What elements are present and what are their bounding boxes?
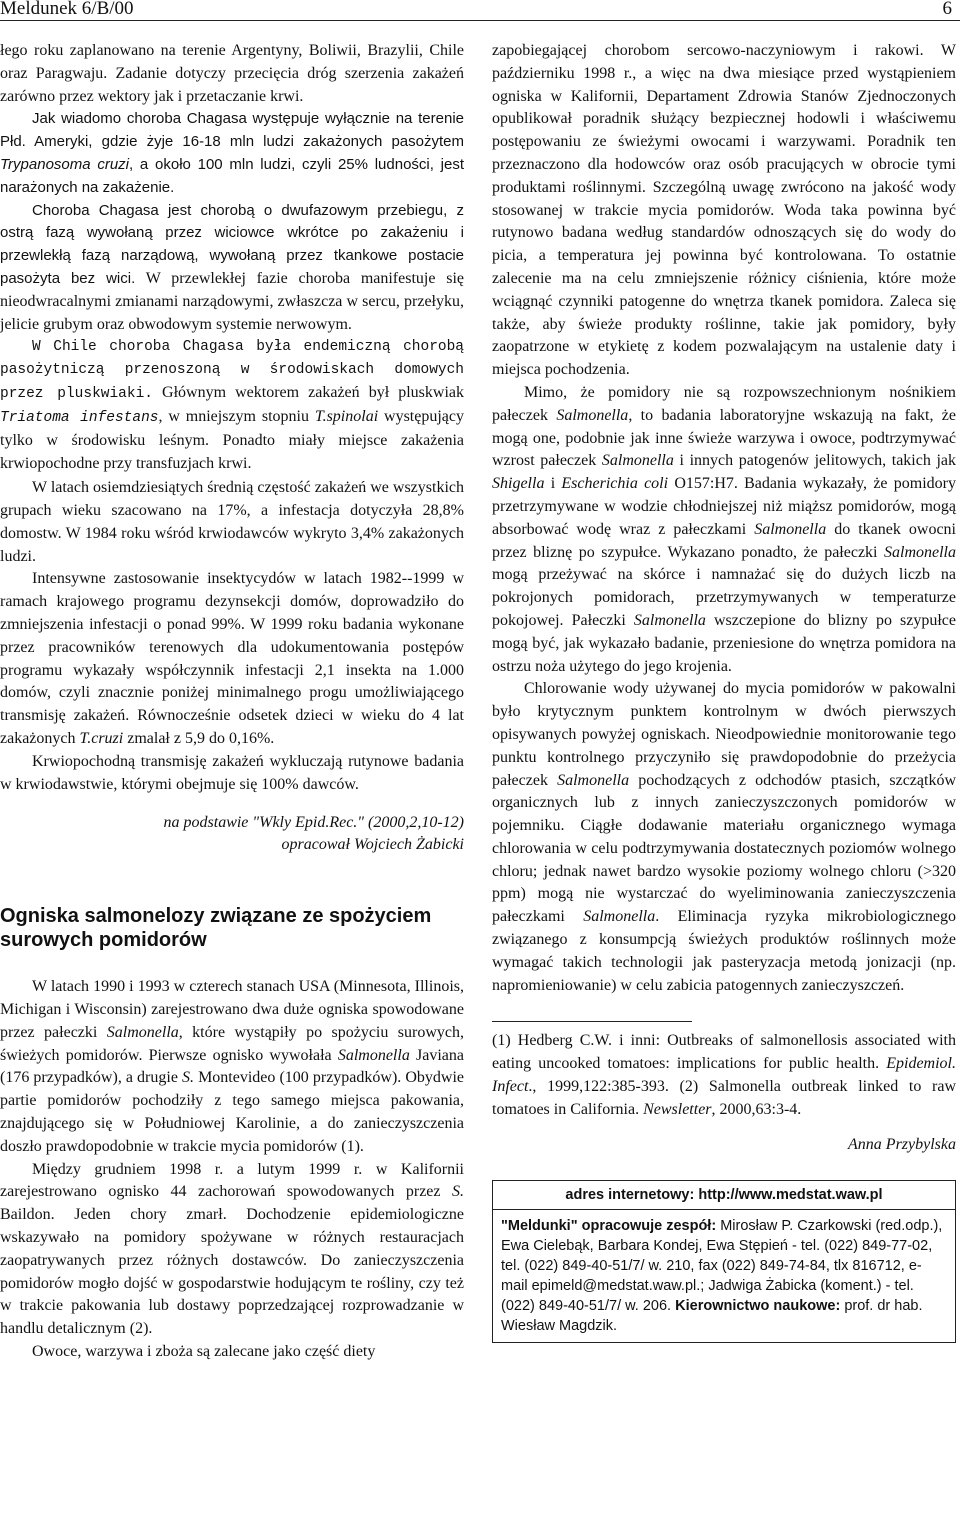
scientific-director-text: prof. dr hab. Wiesław Magdzik.	[501, 1298, 923, 1335]
page-number: 6	[942, 0, 952, 19]
footnote: (1) Hedberg C.W. i inni: Outbreaks of salmonellosis associated with eating uncooked tomatoes: implications for public health. Epidemiol. Infect., 1999,122:385-393. (2) Salmonella outbreak linked to raw tomatoes in California. Newsletter, 2000,63:3-4.	[492, 1032, 956, 1118]
scientific-director-label: Kierownictwo naukowe:	[675, 1298, 841, 1315]
paragraph: W latach 1990 i 1993 w czterech stanach USA (Minnesota, Illinois, Michigan i Wisconsin) zarejestrowano dwa duże ogniska spowodowane przez pałeczki Salmonella, które wystąpiły po spożyciu surowych, świeżych pomidorów. Pierwsze ognisko wywołała Salmonella Javiana (176 przypadków), a drugie S. Montevideo (100 przypadków). Obydwie partie pomidorów pochodziły z tego samego miejsca pakowania, znajdującego się w Południowej Karolinie, a do zanieczyszczenia doszło prawdopodobnie w trakcie mycia pomidorów (1).	[0, 978, 464, 1155]
paragraph: zapobiegającej chorobom sercowo-naczyniowym i rakowi. W październiku 1998 r., a więc na dwa miesiące przed wystąpieniem ogniska w Kalifornii, Departament Zdrowia Stanów Zjednoczonych opublikował poradnik służący bezpiecznej hodowli i właściwemu postępowaniu ze świeżymi owocami i warzywami. Poradnik ten przeznaczono dla hodowców oraz osób pracujących w obrocie tymi produktami roślinnymi. Szczególną uwagę zwrócono na jakość wody stosowanej w trakcie mycia pomidorów. Woda taka powinna być rutynowo badana według standardów odnoszących się do wody do picia, a temperatura jej powinna być kontrolowana. To ostatnie zalecenie ma na celu zmniejszenie różnicy ciśnienia, które może wciągnąć czynniki patogenne do wnętrza tkanek pomidora. Zaleca się także, aby świeże produkty roślinne, takie jak pomidory, były zaopatrzone w etykietę z kodem pozwalającym na ustalenie daty i miejsca pochodzenia.	[492, 42, 956, 379]
team-text: Mirosław P. Czarkowski (red.odp.), Ewa Cielebąk, Barbara Kondej, Ewa Stępień - tel. (022) 849-77-02, tel. (022) 849-40-51/7/ w. 210, fax (022) 849-74-84, tlx 816712, e-mail epimeld@medstat.waw.pl.; Jadwiga Żabicka (koment.) - tel. (022) 849-40-51/7/ w. 206.	[501, 1218, 943, 1315]
team-label: "Meldunki" opracowuje zespół:	[501, 1218, 717, 1235]
source-note: na podstawie "Wkly Epid.Rec." (2000,2,10-12)	[163, 814, 464, 832]
paragraph: Chlorowanie wody używanej do mycia pomidorów w pakowalni było krytycznym punktem kontrolnym w dwóch pierwszych opisywanych powyżej ogniskach. Nieodpowiednie monitorowanie tego punktu kontrolnego przyczyniło się prawdopodobnie do przeżycia pałeczek Salmonella pochodzących z odchodów ptasich, szczątków organicznych lub z innych zanieczyszczonych pomidorów w pojemniku. Ciągłe dodawanie materiału organicznego wymaga chlorowania w celu podtrzymywania dostatecznych poziomów wolnego chloru; jednak nawet bardzo wysokie poziomy wolnego chloru (>320 ppm) mogą nie wystarczać do wyeliminowania zanieczyszczenia pałeczkami Salmonella. Eliminacja ryzyka mikrobiologicznego związanego z konsumpcją świeżych produktów roślinnych może wymagać takich technologii jak pasteryzacja metodą jonizacji (np. napromieniowanie) w celu zabicia patogennych zanieczyszczeń.	[492, 680, 957, 994]
article-title: Ogniska salmonelozy związane ze spożyciem surowych pomidorów	[0, 905, 432, 952]
author-note: opracował Wojciech Żabicki	[281, 836, 464, 854]
paragraph: łego roku zaplanowano na terenie Argentyny, Boliwii, Brazylii, Chile oraz Paragwaju. Zadanie dotyczy przecięcia dróg szerzenia zakażeń zarówno przez wektory jak i przetaczanie krwi.	[0, 42, 464, 105]
paragraph: W Chile choroba Chagasa była endemiczną chorobą pasożytniczą przenoszoną w środowiskach domowych przez pluskwiaki. Głównym wektorem zakażeń był pluskwiak Triatoma infestans, w mniejszym stopniu T.spinolai występujący tylko w środowisku leśnym. Ponadto miały miejsce zakażenia krwiopochodne przy transfuzjach krwi.	[0, 339, 464, 473]
bulletin-title: Meldunek 6/B/00	[0, 0, 134, 19]
footnote-divider	[492, 1021, 692, 1022]
paragraph: Mimo, że pomidory nie są rozpowszechnionym nośnikiem pałeczek Salmonella, to badania laboratoryjne wskazują na fakt, że mogą one, podobnie jak inne świeże warzywa i owoce, podtrzymywać wzrost pałeczek Salmonella i innych patogenów jelitowych, takich jak Shigella i Escherichia coli O157:H7. Badania wykazały, że pomidory przetrzymywane w wodzie chłodniejszej niż miąższ pomidorów, mogą absorbować wodę wraz z pałeczkami Salmonella do tkanek owocni przez bliznę po szypułce. Wykazano ponadto, że pałeczki Salmonella mogą przeżywać na skórce i namnażać się do dużych liczb na pokrojonych pomidorach, przetrzymywanych w temperaturze pokojowej. Pałeczki Salmonella wszczepione do blizny po szypułce mogą być, jak wykazało badanie, przeniesione do wnętrza pomidora na ostrzu noża użytego do jego krojenia.	[492, 383, 957, 675]
article-signature	[0, 812, 464, 856]
paragraph: W latach osiemdziesiątych średnią częstość zakażeń we wszystkich grupach wieku szacowano na 17%, a infestacja dotyczyła 28,8% domostw. W 1984 roku wśród krwiodawców wykryto 3,4% zakażonych ludzi.	[0, 479, 464, 565]
article-author: Anna Przybylska	[848, 1135, 956, 1153]
paragraph: Choroba Chagasa jest chorobą o dwufazowym przebiegu, z ostrą fazą wywołaną przez wiciowce wkrótce po zakażeniu i przewlekłą fazą narządową, wywołaną przez tkankowe postacie pasożyta bez wici. W przewlekłej fazie choroba manifestuje się nieodwracalnymi zmianami narządowymi, zwłaszcza w sercu, przełyku, jelicie grubym oraz obwodowym systemie nerwowym.	[0, 201, 464, 333]
paragraph: Owoce, warzywa i zboża są zalecane jako część diety	[32, 1343, 376, 1361]
paragraph: Intensywne zastosowanie insektycydów w latach 1982--1999 w ramach krajowego programu dezynsekcji domów, doprowadziło do zmniejszenia infestacji o ponad 99%. W 1999 roku badania wykonane przez pracowników terenowych dla udokumentowania postępów programu wykazały współczynnik infestacji 2,1 insekta na 1.000 domów, czyli znacznie poniżej minimalnego progu umożliwiającego transmisję zakażeń. Równocześnie odsetek dzieci w wieku do 4 lat zakażonych T.cruzi zmalał z 5,9 do 0,16%.	[0, 570, 464, 747]
editorial-team	[493, 1210, 955, 1342]
website-address: adres internetowy: http://www.medstat.waw.pl	[493, 1181, 955, 1210]
paragraph: Między grudniem 1998 r. a lutym 1999 r. w Kalifornii zarejestrowano ognisko 44 zachorowań spowodowanych przez S. Baildon. Jeden chory zmarł. Dochodzenie epidemiologiczne wskazywało na pomidory spożywane w różnych restauracjach zaopatrywanych przez różnych dostawców. Do zanieczyszczenia pomidorów mogło dojść w gospodarstwie hodującym te rośliny, czy też w trakcie pakowania lub dostawy poprzedzającej rozprowadzanie w handlu detalicznym (2).	[0, 1160, 464, 1338]
editorial-info-box	[492, 1180, 956, 1343]
right-column	[492, 40, 956, 1343]
paragraph: Krwiopochodną transmisję zakażeń wykluczają rutynowe badania w krwiodawstwie, którymi obejmuje się 100% dawców.	[0, 752, 464, 793]
paragraph: Jak wiadomo choroba Chagasa występuje wyłącznie na terenie Płd. Ameryki, gdzie żyje 16-18 mln ludzi zakażonych pasożytem Trypanosoma cruzi, a około 100 mln ludzi, czyli 25% ludności, jest narażonych na zakażenie.	[0, 110, 464, 196]
page-header	[0, 0, 960, 21]
left-column	[0, 40, 464, 1364]
